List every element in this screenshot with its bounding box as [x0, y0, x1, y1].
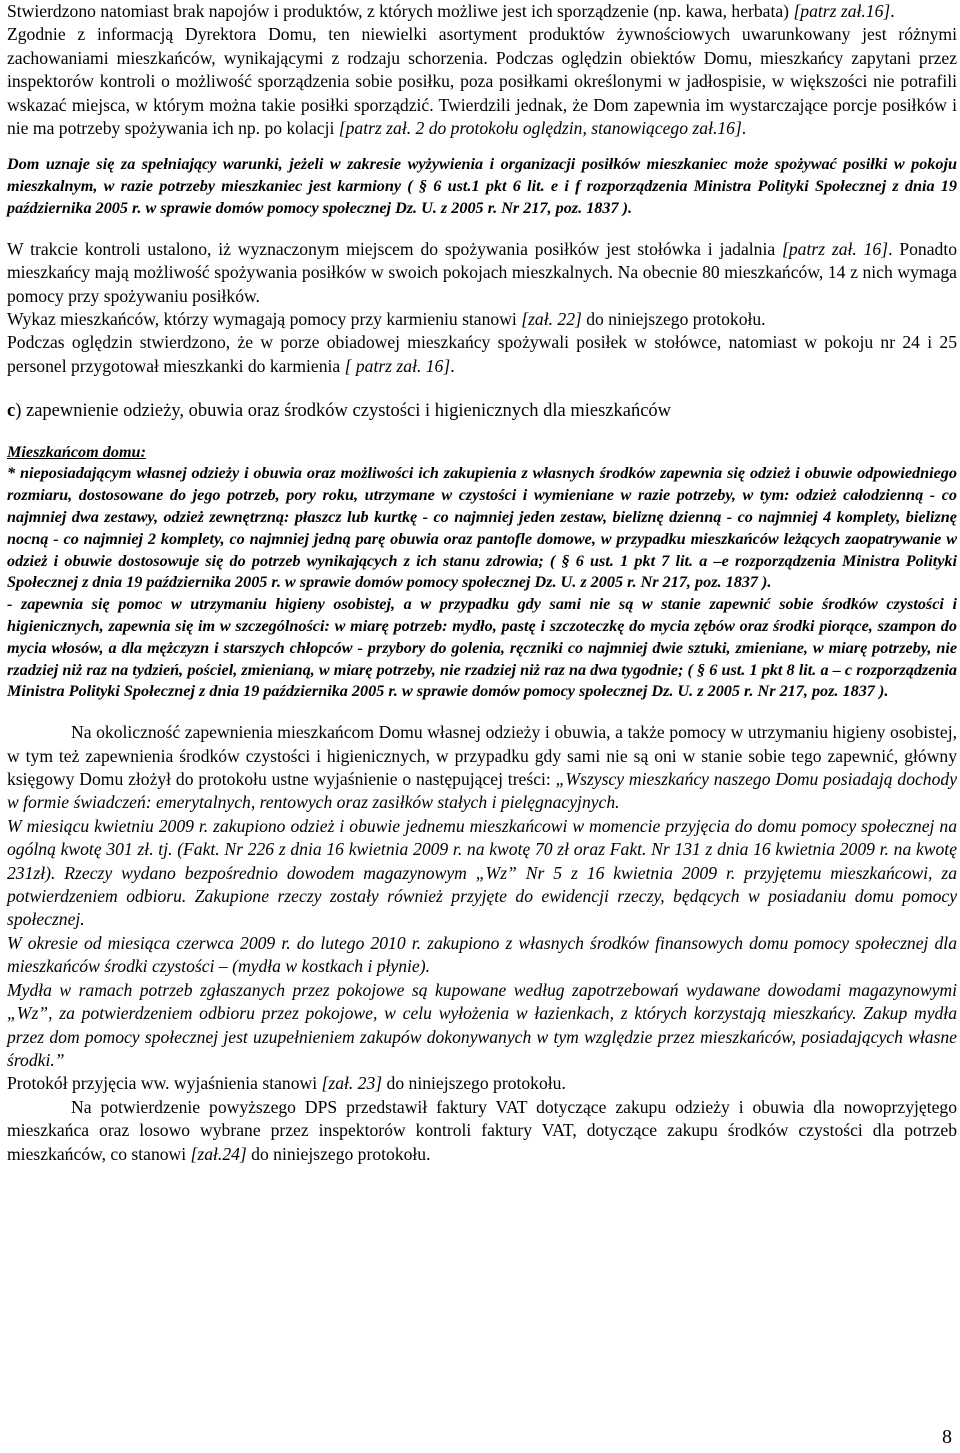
paragraph-director-info: Zgodnie z informacją Dyrektora Domu, ten niewielki asortyment produktów żywnościowych uwarunkowany jest różnymi zachowaniami mieszkańców, wynikającymi z rodzaju schorzenia. Podczas oględzin obiektów Domu, mieszkańcy zapytani przez inspektorów kontroli o możliwość sporządzenia sobie posiłku, poza posiłkami określonymi w jadłospisie, w większości nie potrafili wskazać miejsca, w którym można takie posiłki sporządzić. Twierdzili jednak, że Dom zapewnia im wystarczające porcje posiłków i nie ma potrzeby spożywania ich np. po kolacji [patrz zał. 2 do protokołu oględzin, stanowiącego zał.16]. [7, 24, 957, 139]
paragraph-explanation-protocol: Protokół przyjęcia ww. wyjaśnienia stanowi [zał. 23] do niniejszego protokołu. [7, 1073, 566, 1094]
regulation-paragraph-hygiene: - zapewnia się pomoc w utrzymaniu higieny osobistej, a w przypadku gdy sami nie są w stanie zapewnić sobie środków czystości i higienicznych, zapewnia się im w szczególności: w miarę potrzeb: mydło, pastę i szczoteczkę do mycia zębów oraz środki piorące, szampon do mycia włosów, a dla mężczyzn i starszych chłopców - przybory do golenia, ręczniki co najmniej dwie sztuki, zmieniane, w miarę potrzeby, nie rzadziej niż raz na tydzień, pościel, zmienianą, w miarę potrzeby, nie rzadziej niż raz na dwa tygodnie; ( § 6 ust. 1 pkt 8 lit. a – c rozporządzenia Ministra Polityki Społecznej z dnia 19 października 2005 r. w sprawie domów pomocy społecznej Dz. U. z 2005 r. Nr 217, poz. 1837 ). [7, 595, 957, 701]
regulation-paragraph-clothing: * nieposiadającym własnej odzieży i obuwia oraz możliwości ich zakupienia z własnych środków zapewnia się odzież i obuwie odpowiedniego rozmiaru, dostosowane do jego potrzeb, pory roku, utrzymane w czystości i wymieniane w razie potrzeby, w tym: odzież całodzienną - co najmniej dwa zestawy, odzież zewnętrzną: płaszcz lub kurtkę - co najmniej jeden zestaw, bieliznę dzienną - co najmniej 4 komplety, bieliznę nocną - co najmniej 2 komplety, co najmniej jedną parę obuwia oraz pantofle domowe, w przypadku mieszkańców leżących zaopatrywanie w odzież i obuwie dostosowuje się do potrzeb wynikających z ich stanu zdrowia; ( § 6 ust. 1 pkt 7 lit. a –e rozporządzenia Ministra Polityki Społecznej z dnia 19 października 2005 r. w sprawie domów pomocy społecznej Dz. U. z 2005 r. Nr 217, poz. 1837 ). [7, 464, 957, 592]
quoted-statement: „Wszyscy mieszkańcy naszego Domu posiadają dochody w formie świadczeń: emerytalnych, rentowych oraz zasiłków stałych i pielęgnacyjnych. [7, 769, 957, 813]
paragraph-no-drinks: Stwierdzono natomiast brak napojów i produktów, z których możliwe jest ich sporządzenie (np. kawa, herbata) [patrz zał.16]. [7, 1, 895, 21]
paragraph-april-purchase: W miesiącu kwietniu 2009 r. zakupiono odzież i obuwie jednemu mieszkańcowi w momencie przyjęcia do domu pomocy społecznej na ogólną kwotę 301 zł. tj. (Fakt. Nr 226 z dnia 16 kwietnia 2009 r. na kwotę 70 zł oraz Fakt. Nr 131 z dnia 16 kwietnia 2009 r. na kwotę 231zł). Rzeczy wydano bezpośrednio dowodem magazynowym „Wz” Nr 5 z 16 kwietnia 2009 r. przyjętemu mieszkańcowi, za potwierdzeniem odbioru. Zakupione rzeczy zostały również przyjęte do ewidencji rzeczy, będących w posiadaniu domu pomocy społecznej. [7, 815, 957, 930]
attachment-ref: [patrz zał. 16] [782, 238, 889, 259]
attachment-ref: [patrz zał.16] [793, 1, 891, 21]
page-number: 8 [942, 1426, 952, 1448]
regulation-paragraph-meals: Dom uznaje się za spełniający warunki, jeżeli w zakresie wyżywienia i organizacji posiłków mieszkaniec może spożywać posiłki w pokoju mieszkalnym, w razie potrzeby mieszkaniec jest karmiony ( § 6 ust.1 pkt 6 lit. e i f rozporządzenia Ministra Polityki Społecznej z dnia 19 października 2005 r. w sprawie domów pomocy społecznej Dz. U. z 2005 r. Nr 217, poz. 1837 ). [7, 155, 957, 218]
paragraph-soap-distribution: Mydła w ramach potrzeb zgłaszanych przez pokojowe są kupowane według zapotrzebowań wydawane dowodami magazynowymi „Wz”, za potwierdzeniem odbioru przez pokojowe, w celu wyłożenia w łazienkach, z których korzystają mieszkańcy. Zakup mydła przez dom pomocy społecznej jest uzupełnieniem zakupów dokonywanych w tym względzie przez mieszkańców, posiadających własne środki.” [7, 979, 957, 1070]
residents-heading: Mieszkańcom domu: [7, 442, 146, 461]
document-page [7, 0, 957, 1166]
attachment-ref: [patrz zał. 2 do protokołu oględzin, stanowiącego zał.16] [338, 118, 742, 139]
paragraph-accountant-statement: Na okoliczność zapewnienia mieszkańcom Domu własnej odzieży i obuwia, a także pomocy w utrzymaniu higieny osobistej, w tym też zapewnienia środków czystości i higienicznych, w przypadku gdy sami nie są oni w stanie sobie tego zapewnić, główny księgowy Domu złożył do protokołu ustne wyjaśnienie o następującej treści: „Wszyscy mieszkańcy naszego Domu posiadają dochody w formie świadczeń: emerytalnych, rentowych oraz zasiłków stałych i pielęgnacyjnych. [7, 722, 957, 813]
attachment-ref: [zał.24] [190, 1143, 247, 1164]
attachment-ref: [ patrz zał. 16] [344, 355, 451, 376]
section-heading-c: c) zapewnienie odzieży, obuwia oraz środków czystości i higienicznych dla mieszkańców [7, 401, 672, 422]
paragraph-lunch-observation: Podczas oględzin stwierdzono, że w porze obiadowej mieszkańcy spożywali posiłek w stołówce, natomiast w pokoju nr 24 i 25 personel przygotował mieszkanki do karmienia [ patrz zał. 16]. [7, 332, 957, 376]
attachment-ref: [zał. 22] [521, 309, 582, 330]
paragraph-feeding-list: Wykaz mieszkańców, którzy wymagają pomocy przy karmieniu stanowi [zał. 22] do niniejszego protokołu. [7, 309, 766, 330]
paragraph-vat-invoices: Na potwierdzenie powyższego DPS przedstawił faktury VAT dotyczące zakupu odzieży i obuwia dla nowoprzyjętego mieszkańca oraz losowo wybrane przez inspektorów kontroli faktury VAT, dotyczące zakupu środków czystości dla potrzeb mieszkańców, co stanowi [zał.24] do niniejszego protokołu. [7, 1096, 957, 1164]
paragraph-inspection-findings: W trakcie kontroli ustalono, iż wyznaczonym miejscem do spożywania posiłków jest stołówka i jadalnia [patrz zał. 16]. Ponadto mieszkańcy mają możliwość spożywania posiłków w swoich pokojach mieszkalnych. Na obecnie 80 mieszkańców, 14 z nich wymaga pomocy przy spożywaniu posiłków. [7, 238, 957, 306]
paragraph-cleaning-supplies: W okresie od miesiąca czerwca 2009 r. do lutego 2010 r. zakupiono z własnych środków finansowych domu pomocy społecznej dla mieszkańców środki czystości – (mydła w kostkach i płynie). [7, 932, 957, 977]
attachment-ref: [zał. 23] [321, 1073, 383, 1094]
